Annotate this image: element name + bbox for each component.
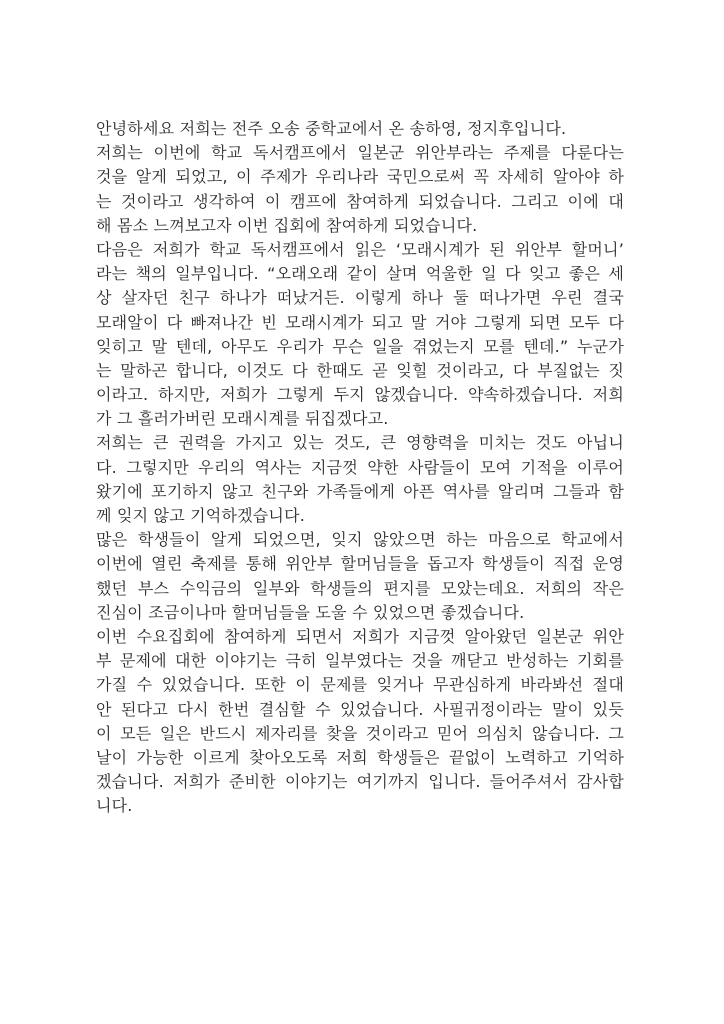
body-line: 겠습니다. 저희가 준비한 이야기는 여기까지 입니다. 들어주셔서 감사합 (96, 772, 624, 792)
body-line: 진심이 조금이나마 할머님들을 도울 수 있었으면 좋겠습니다. (96, 602, 525, 622)
body-line: 왔기에 포기하지 않고 친구와 가족들에게 아픈 역사를 알리며 그들과 함 (96, 481, 624, 501)
body-line: 는 것이라고 생각하여 이 캠프에 참여하게 되었습니다. 그리고 이에 대 (96, 191, 624, 211)
body-line: 부 문제에 대한 이야기는 극히 일부였다는 것을 깨닫고 반성하는 기회를 (96, 651, 624, 671)
body-line: 많은 학생들이 알게 되었으면, 잊지 않았으면 하는 마음으로 학교에서 (96, 530, 624, 550)
body-line: 가질 수 있었습니다. 또한 이 문제를 잊거나 무관심하게 바라봐선 절대 (96, 675, 624, 695)
body-line: 이라고. 하지만, 저희가 그렇게 두지 않겠습니다. 약속하겠습니다. 저희 (96, 385, 624, 405)
body-line: 다. 그렇지만 우리의 역사는 지금껏 약한 사람들이 모여 기적을 이루어 (96, 457, 624, 477)
body-line: 이 모든 일은 반드시 제자리를 찾을 것이라고 믿어 의심치 않습니다. 그 (96, 723, 624, 743)
body-line: 저희는 큰 권력을 가지고 있는 것도, 큰 영향력을 미치는 것도 아닙니 (96, 433, 624, 453)
body-line: 저희는 이번에 학교 독서캠프에서 일본군 위안부라는 주제를 다룬다는 (96, 143, 624, 163)
body-line: 가 그 흘러가버린 모래시계를 뒤집겠다고. (96, 409, 389, 429)
body-line: 날이 가능한 이르게 찾아오도록 저희 학생들은 끝없이 노력하고 기억하 (96, 747, 624, 767)
body-line: 상 살자던 친구 하나가 떠났거든. 이렇게 하나 둘 떠나가면 우린 결국 (96, 288, 624, 308)
letter-body (96, 117, 624, 818)
body-line: 께 잊지 않고 기억하겠습니다. (96, 506, 306, 525)
body-line: 것을 알게 되었고, 이 주제가 우리나라 국민으로써 꼭 자세히 알아야 하 (96, 167, 624, 187)
body-line: 니다. (96, 796, 133, 816)
body-line: 잊히고 말 텐데, 아무도 우리가 무슨 일을 겪었는지 모를 텐데.” 누군가 (96, 336, 624, 356)
body-line: 해 몸소 느껴보고자 이번 집회에 참여하게 되었습니다. (96, 215, 478, 235)
body-line: 이번에 열린 축제를 통해 위안부 할머님들을 돕고자 학생들이 직접 운영 (96, 554, 624, 574)
body-line: 모래알이 다 빠져나간 빈 모래시계가 되고 말 거야 그렇게 되면 모두 다 (96, 312, 624, 332)
body-line: 라는 책의 일부입니다. “오래오래 같이 살며 억울한 일 다 잊고 좋은 세 (96, 264, 624, 284)
body-line: 안 된다고 다시 한번 결심할 수 있었습니다. 사필귀정이라는 말이 있듯 (96, 699, 624, 719)
body-line: 다음은 저희가 학교 독서캠프에서 읽은 ‘모래시계가 된 위안부 할머니’ (96, 239, 624, 259)
body-line: 이번 수요집회에 참여하게 되면서 저희가 지금껏 알아왔던 일본군 위안 (96, 626, 624, 646)
body-line: 는 말하곤 합니다, 이것도 다 한때도 곧 잊힐 것이라고, 다 부질없는 짓 (96, 360, 624, 380)
body-line: 했던 부스 수익금의 일부와 학생들의 편지를 모았는데요. 저희의 작은 (96, 578, 624, 598)
body-line: 안녕하세요 저희는 전주 오송 중학교에서 온 송하영, 정지후입니다. (96, 119, 567, 138)
